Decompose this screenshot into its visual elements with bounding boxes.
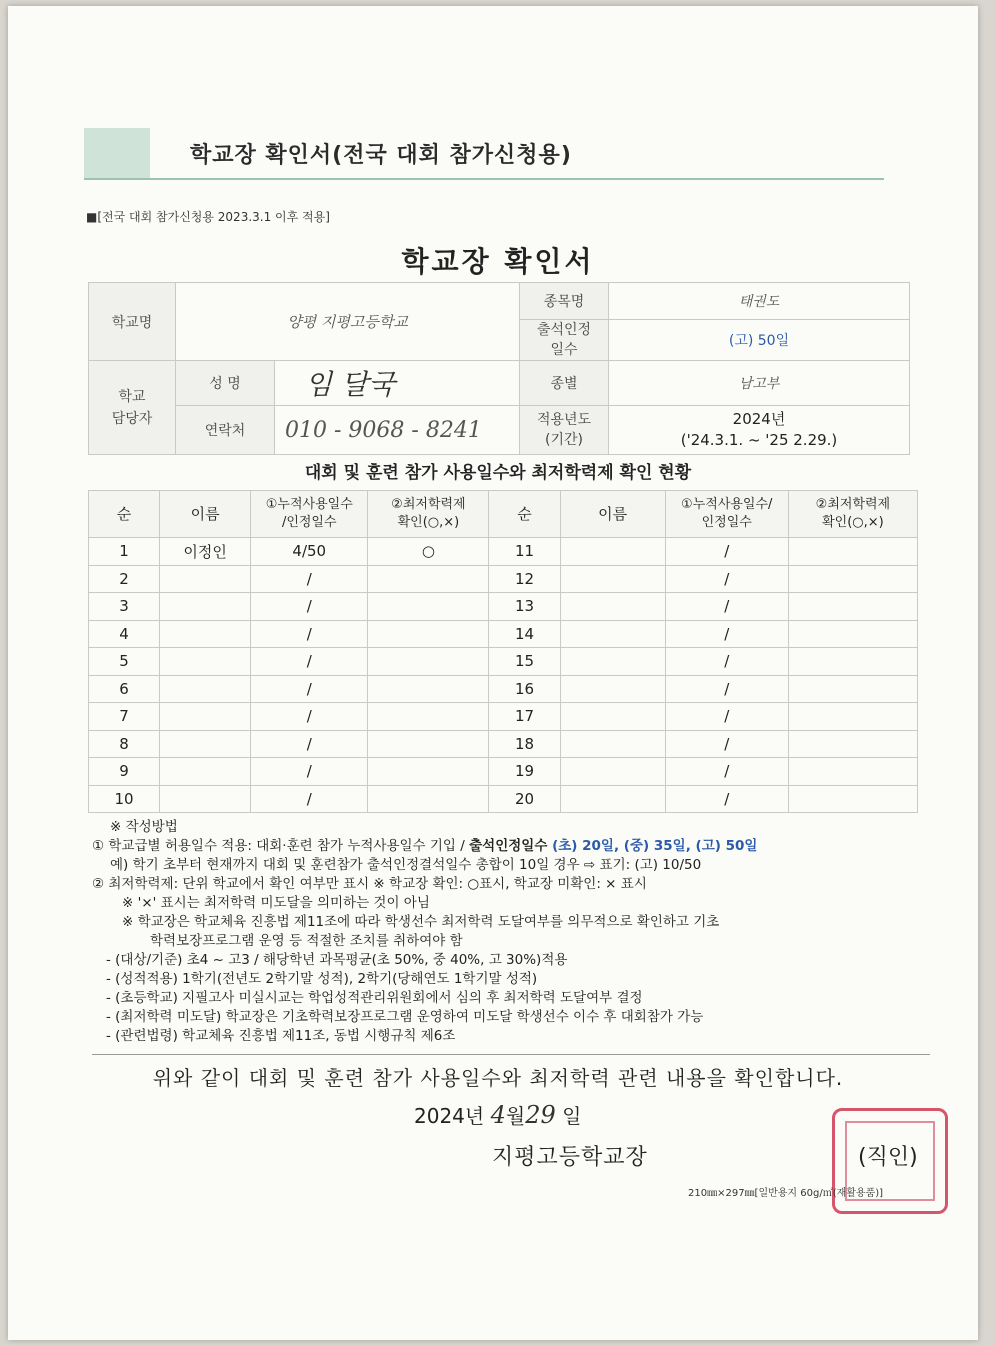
cell-days-2: / <box>665 675 788 703</box>
date-day-unit: 일 <box>562 1104 582 1128</box>
cell-acad <box>368 593 489 621</box>
cell-no: 9 <box>89 758 160 786</box>
header-accent-block <box>84 128 150 180</box>
cell-acad-2 <box>788 648 917 676</box>
cell-days: / <box>251 785 368 813</box>
cell-days: / <box>251 730 368 758</box>
instructions-heading: ※ 작성방법 <box>110 819 178 835</box>
attend-value: (고) 50일 <box>609 320 910 361</box>
attend-label-line2: 일수 <box>550 342 578 358</box>
contact-value: 010 - 9068 - 8241 <box>275 406 520 455</box>
table-row <box>89 785 918 813</box>
col-acad <box>368 491 489 538</box>
table-row <box>89 620 918 648</box>
year-label-line1: 적용년도 <box>536 412 592 428</box>
period-value: ('24.3.1. ~ '25 2.29.) <box>680 431 838 449</box>
cell-no: 6 <box>89 675 160 703</box>
cell-days: 4/50 <box>251 538 368 566</box>
cell-no: 3 <box>89 593 160 621</box>
cell-acad-2 <box>788 758 917 786</box>
header-divider <box>84 178 884 180</box>
instruction-1 <box>92 837 932 856</box>
attend-label-line1: 출석인정 <box>536 322 592 338</box>
principal-title: 지평고등학교장 <box>492 1145 648 1170</box>
cell-name <box>160 620 251 648</box>
cell-name-2 <box>560 538 665 566</box>
cell-acad <box>368 758 489 786</box>
instruction-1b: 출석인정일수 <box>469 838 553 854</box>
col-days <box>251 491 368 538</box>
table-row <box>89 675 918 703</box>
cell-days: / <box>251 565 368 593</box>
detail-3: - (초등학교) 지필고사 미실시교는 학업성적관리위원회에서 심의 후 최저학력 도달여부 결정 <box>106 990 643 1006</box>
cell-name-2 <box>560 758 665 786</box>
cell-no-2: 19 <box>489 758 560 786</box>
col-days-2 <box>665 491 788 538</box>
col-days-line1: ①누적사용일수 <box>265 497 353 512</box>
sport-label: 종목명 <box>520 283 609 320</box>
year-value-line1: 2024년 <box>732 410 786 428</box>
cell-acad-2 <box>788 730 917 758</box>
cell-days: / <box>251 593 368 621</box>
cell-acad <box>368 648 489 676</box>
cell-days: / <box>251 703 368 731</box>
cell-acad <box>368 620 489 648</box>
document-title: 학교장 확인서 <box>401 245 595 278</box>
contact-label: 연락처 <box>176 406 275 455</box>
cell-name <box>160 785 251 813</box>
table-row <box>89 565 918 593</box>
cell-no: 8 <box>89 730 160 758</box>
cell-acad-2 <box>788 538 917 566</box>
instruction-1-example: 예) 학기 초부터 현재까지 대회 및 훈련참가 출석인정결석일수 총합이 10일 경우 ⇨ 표기: (고) 10/50 <box>110 857 702 873</box>
cell-days-2: / <box>665 593 788 621</box>
cell-no: 1 <box>89 538 160 566</box>
instruction-4a: ※ 학교장은 학교체육 진흥법 제11조에 따라 학생선수 최저학력 도달여부를 의무적으로 확인하고 기초 <box>122 914 720 930</box>
cell-days-2: / <box>665 620 788 648</box>
confirmation-text: 위와 같이 대회 및 훈련 참가 사용일수와 최저학력 관련 내용을 확인합니다. <box>152 1066 844 1090</box>
table-row <box>89 703 918 731</box>
cell-acad-2 <box>788 620 917 648</box>
col-acad-2-line1: ②최저학력제 <box>815 497 891 512</box>
header-title: 학교장 확인서(전국 대회 참가신청용) <box>190 143 572 168</box>
cell-name <box>160 565 251 593</box>
table-row <box>89 593 918 621</box>
table-row <box>89 730 918 758</box>
cell-name <box>160 758 251 786</box>
cell-acad-2 <box>788 565 917 593</box>
col-days-2-line2: 인정일수 <box>701 515 752 530</box>
signature-date <box>414 1100 581 1129</box>
date-year: 2024년 <box>414 1104 485 1128</box>
cell-acad: ○ <box>368 538 489 566</box>
cell-no-2: 13 <box>489 593 560 621</box>
cell-days-2: / <box>665 565 788 593</box>
cell-name-2 <box>560 703 665 731</box>
cell-no: 10 <box>89 785 160 813</box>
cell-acad-2 <box>788 703 917 731</box>
instruction-3: ※ '×' 표시는 최저학력 미도달을 의미하는 것이 아님 <box>122 895 430 911</box>
table-header-row <box>89 491 918 538</box>
year-value <box>609 406 910 455</box>
table-row <box>89 758 918 786</box>
cell-name-2 <box>560 620 665 648</box>
cell-no-2: 14 <box>489 620 560 648</box>
col-acad-line2: 확인(○,×) <box>397 515 460 530</box>
instruction-1a: ① 학교급별 허용일수 적용: 대회·훈련 참가 누적사용일수 기입 / <box>92 838 470 854</box>
cell-days-2: / <box>665 648 788 676</box>
cell-name <box>160 730 251 758</box>
cell-name <box>160 648 251 676</box>
usage-table <box>88 490 918 813</box>
instruction-1c: (초) 20일, (중) 35일, (고) 50일 <box>552 838 758 854</box>
date-month: 4 <box>490 1101 506 1129</box>
category-value: 남고부 <box>609 361 910 406</box>
cell-no: 7 <box>89 703 160 731</box>
info-table <box>88 282 910 455</box>
cell-no-2: 16 <box>489 675 560 703</box>
cell-acad-2 <box>788 593 917 621</box>
col-days-line2: /인정일수 <box>281 515 337 530</box>
school-label: 학교명 <box>89 283 176 361</box>
cell-name: 이정인 <box>160 538 251 566</box>
cell-acad <box>368 675 489 703</box>
cell-no-2: 12 <box>489 565 560 593</box>
seal-note: (직인) <box>858 1145 918 1170</box>
manager-label-line1: 학교 <box>118 388 146 405</box>
cell-name-2 <box>560 785 665 813</box>
col-acad-2-line2: 확인(○,×) <box>822 515 884 530</box>
cell-name-2 <box>560 565 665 593</box>
detail-5: - (관련법령) 학교체육 진흥법 제11조, 동법 시행규칙 제6조 <box>106 1028 456 1044</box>
cell-name <box>160 593 251 621</box>
sport-value: 태권도 <box>609 283 910 320</box>
cell-acad <box>368 730 489 758</box>
date-month-unit: 월 <box>505 1104 526 1128</box>
cell-name-2 <box>560 675 665 703</box>
cell-no: 2 <box>89 565 160 593</box>
notes-divider <box>92 1054 930 1055</box>
cell-name-2 <box>560 730 665 758</box>
cell-days-2: / <box>665 758 788 786</box>
section-title: 대회 및 훈련 참가 사용일수와 최저학력제 확인 현황 <box>304 463 692 483</box>
cell-name-2 <box>560 593 665 621</box>
col-acad-2 <box>788 491 917 538</box>
table-row <box>89 648 918 676</box>
cell-no-2: 11 <box>489 538 560 566</box>
category-label: 종별 <box>520 361 609 406</box>
cell-name-2 <box>560 648 665 676</box>
cell-no-2: 17 <box>489 703 560 731</box>
cell-days-2: / <box>665 703 788 731</box>
cell-no-2: 15 <box>489 648 560 676</box>
cell-no: 4 <box>89 620 160 648</box>
instruction-4b: 학력보장프로그램 운영 등 적절한 조치를 취하여야 함 <box>150 933 463 949</box>
date-day: 29 <box>525 1101 556 1129</box>
year-label-line2: (기간) <box>545 432 583 448</box>
cell-days: / <box>251 675 368 703</box>
col-name: 이름 <box>160 491 251 538</box>
cell-no-2: 20 <box>489 785 560 813</box>
instruction-2: ② 최저학력제: 단위 학교에서 확인 여부만 표시 ※ 학교장 확인: ○표시, 학교장 미확인: × 표시 <box>92 876 647 892</box>
instructions <box>92 818 932 1046</box>
cell-acad-2 <box>788 675 917 703</box>
detail-1: - (대상/기준) 초4 ~ 고3 / 해당학년 과목평균(초 50%, 중 40%, 고 30%)적용 <box>106 952 568 968</box>
detail-4: - (최저학력 미도달) 학교장은 기초학력보장프로그램 운영하여 미도달 학생선수 이수 후 대회참가 가능 <box>106 1009 704 1025</box>
col-acad-line1: ②최저학력제 <box>391 497 466 512</box>
name-label: 성 명 <box>176 361 275 406</box>
school-value: 양평 지평고등학교 <box>176 283 520 361</box>
col-days-2-line1: ①누적사용일수/ <box>681 497 773 512</box>
cell-acad-2 <box>788 785 917 813</box>
cell-acad <box>368 785 489 813</box>
cell-name <box>160 675 251 703</box>
manager-label <box>89 361 176 455</box>
col-no-2: 순 <box>489 491 560 538</box>
cell-days-2: / <box>665 538 788 566</box>
cell-days: / <box>251 648 368 676</box>
manager-label-line2: 담당자 <box>111 410 153 427</box>
year-label <box>520 406 609 455</box>
cell-days: / <box>251 620 368 648</box>
cell-days-2: / <box>665 730 788 758</box>
attend-label <box>520 320 609 361</box>
col-name-2: 이름 <box>560 491 665 538</box>
col-no: 순 <box>89 491 160 538</box>
paper-spec-footer: 210㎜×297㎜[일반용지 60g/㎡(재활용품)] <box>688 1188 884 1199</box>
cell-acad <box>368 565 489 593</box>
cell-no: 5 <box>89 648 160 676</box>
detail-2: - (성적적용) 1학기(전년도 2학기말 성적), 2학기(당해연도 1학기말 성적) <box>106 971 538 987</box>
cell-days: / <box>251 758 368 786</box>
name-value: 임 달국 <box>275 361 520 406</box>
cell-no-2: 18 <box>489 730 560 758</box>
cell-acad <box>368 703 489 731</box>
table-row <box>89 538 918 566</box>
cell-name <box>160 703 251 731</box>
cell-days-2: / <box>665 785 788 813</box>
applicability-note: ■[전국 대회 참가신청용 2023.3.1 이후 적용] <box>86 210 330 224</box>
